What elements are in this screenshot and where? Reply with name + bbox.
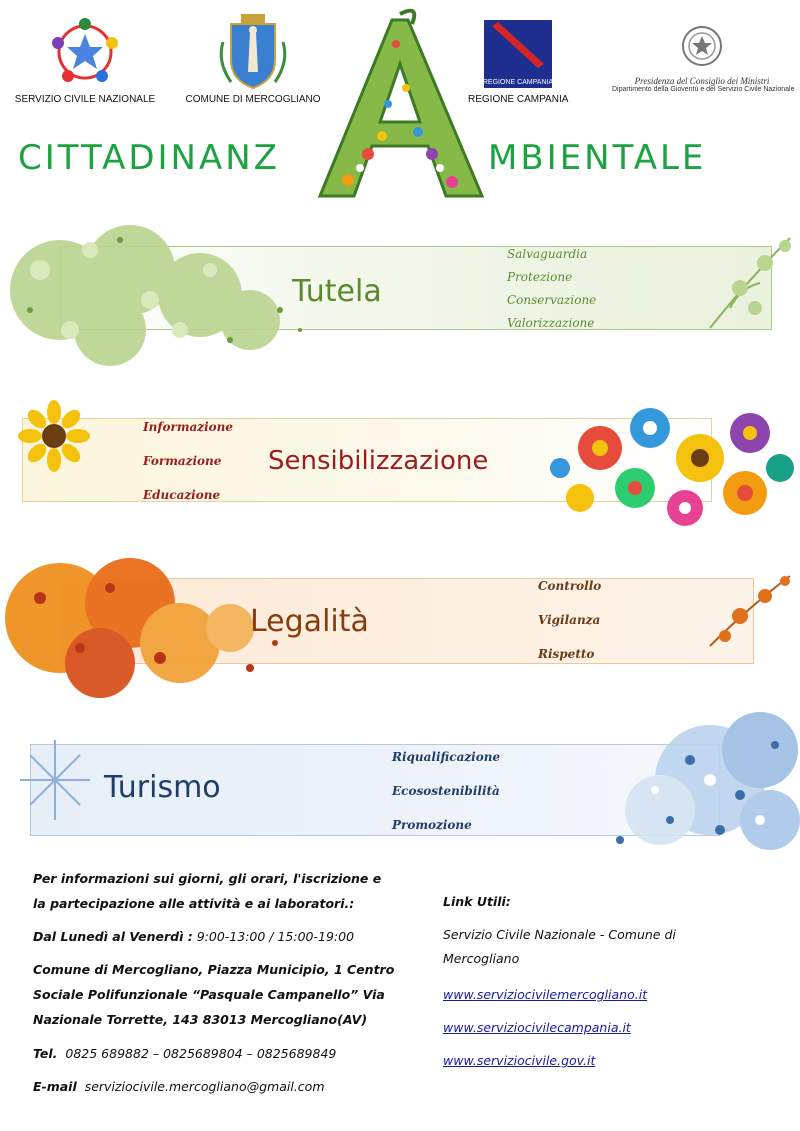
star-people-icon	[10, 14, 160, 90]
legalita-item: Rispetto	[538, 647, 595, 661]
links-description: Servizio Civile Nazionale - Comune di	[443, 927, 676, 942]
tutela-item: Protezione	[507, 270, 573, 284]
turismo-label: Turismo	[104, 770, 221, 805]
hours-label: Dal Lunedì al Venerdì :	[33, 929, 193, 944]
tutela-item: Salvaguardia	[507, 247, 588, 261]
winter-flowers-decoration	[560, 700, 800, 870]
autumn-sprig-decoration	[700, 566, 800, 666]
phone-value: 0825 689882 – 0825689804 – 0825689849	[65, 1046, 337, 1061]
email-line	[33, 1081, 325, 1094]
sunflower-icon	[18, 400, 98, 480]
title-left: CITTADINANZ	[18, 138, 280, 178]
title-right: MBIENTALE	[488, 138, 707, 178]
sensibilizzazione-item: Formazione	[143, 454, 222, 468]
republic-emblem-icon	[612, 22, 792, 72]
floral-letter-a	[300, 4, 500, 204]
links-heading: Link Utili:	[443, 894, 511, 909]
turismo-item: Riqualificazione	[392, 750, 501, 764]
sensibilizzazione-item: Educazione	[143, 488, 221, 502]
email-label: E-mail	[33, 1079, 77, 1094]
regione-badge-text: REGIONE CAMPANIA	[482, 79, 554, 86]
hours-line	[33, 931, 354, 944]
link-serviziocivile-campania[interactable]: www.serviziocivilecampania.it	[443, 1020, 631, 1035]
address-line: Sociale Polifunzionale “Pasquale Campanello” Via	[33, 987, 385, 1002]
hours-value: 9:00-13:00 / 15:00-19:00	[196, 929, 355, 944]
tutela-label: Tutela	[292, 274, 382, 309]
presidenza-caption-2: Dipartimento della Gioventù e del Servizio Civile Nazionale	[612, 86, 795, 93]
link-serviziocivile-gov[interactable]: www.serviziocivile.gov.it	[443, 1053, 596, 1068]
scn-caption: SERVIZIO CIVILE NAZIONALE	[14, 94, 156, 105]
phone-line	[33, 1048, 336, 1061]
phone-label: Tel.	[33, 1046, 58, 1061]
turismo-item: Promozione	[392, 818, 472, 832]
sensibilizzazione-label: Sensibilizzazione	[268, 446, 489, 476]
sensibilizzazione-item: Informazione	[143, 420, 234, 434]
comune-caption: COMUNE DI MERCOGLIANO	[185, 94, 321, 105]
address-line: Comune di Mercogliano, Piazza Municipio, 1 Centro	[33, 962, 395, 977]
presidenza-caption-1: Presidenza del Consiglio dei Ministri	[634, 76, 770, 86]
turismo-item: Ecosostenibilità	[392, 784, 500, 798]
tutela-item: Conservazione	[507, 293, 597, 307]
address-line: Nazionale Torrette, 143 83013 Mercogliano(AV)	[33, 1012, 368, 1027]
servizio-civile-nazionale-logo	[10, 14, 160, 105]
tutela-item: Valorizzazione	[507, 316, 595, 330]
email-value[interactable]: serviziocivile.mercogliano@gmail.com	[84, 1079, 325, 1094]
info-intro-line: la partecipazione alle attività e ai laboratori.:	[33, 896, 355, 911]
green-sprig-decoration	[700, 228, 800, 338]
info-intro-line: Per informazioni sui giorni, gli orari, l'iscrizione e	[33, 871, 382, 886]
snowflake-icon	[10, 730, 100, 830]
regione-caption: REGIONE CAMPANIA	[468, 94, 569, 105]
legalita-label: Legalità	[250, 604, 369, 639]
legalita-item: Vigilanza	[538, 613, 601, 627]
green-foliage-decoration	[0, 210, 330, 370]
flowers-bouquet-decoration	[540, 388, 800, 538]
presidenza-logo	[612, 22, 795, 93]
legalita-item: Controllo	[538, 579, 602, 593]
links-description: Mercogliano	[443, 951, 520, 966]
link-serviziocivile-mercogliano[interactable]: www.serviziocivilemercogliano.it	[443, 987, 648, 1002]
